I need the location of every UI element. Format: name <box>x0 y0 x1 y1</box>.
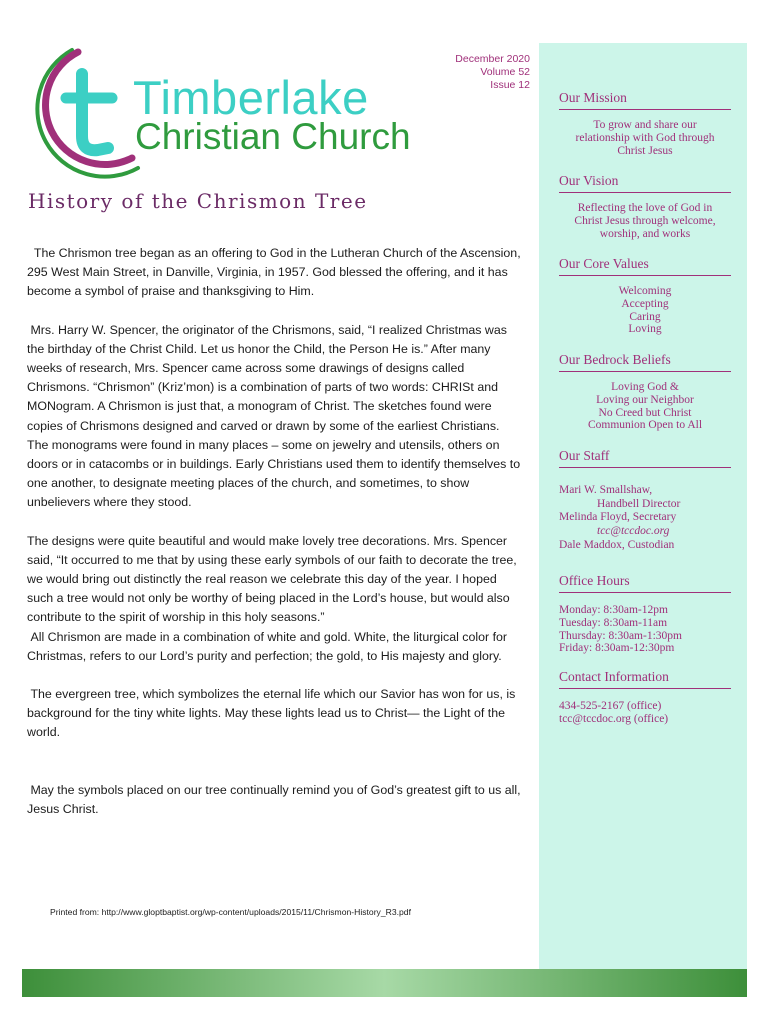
contact-info <box>559 700 739 726</box>
staff-name: Melinda Floyd, Secretary <box>559 511 677 523</box>
hours-item: Friday: 8:30am-12:30pm <box>559 642 675 655</box>
article-paragraph: The evergreen tree, which symbolizes the eternal life which our Savior has won for us, is background for the tiny white lights. May these lights lead us to Christ— the Light of the world. <box>27 687 519 740</box>
value-item: Loving <box>628 323 662 336</box>
mission-heading: Our Mission <box>559 90 731 110</box>
value-item: Welcoming <box>618 285 672 297</box>
issue-info <box>430 53 530 92</box>
source-footnote: Printed from: http://www.gloptbaptist.org/wp-content/uploads/2015/11/Chrismon-History_R3.pdf <box>50 907 411 917</box>
value-item: Caring <box>629 310 661 323</box>
beliefs-heading: Our Bedrock Beliefs <box>559 352 731 372</box>
contact-email[interactable]: tcc@tccdoc.org (office) <box>559 712 669 725</box>
contact-phone[interactable]: 434-525-2167 (office) <box>559 700 662 712</box>
value-item: Accepting <box>621 297 669 310</box>
hours-heading: Office Hours <box>559 573 731 593</box>
article-paragraph: The designs were quite beautiful and would make lovely tree decorations. Mrs. Spencer said, “It occurred to me that by using these early symbols of our faith to decorate the tree, we would bring out distinctly the real reason we celebrate this day of the year. I hoped such a tree would not only be worthy of being placed in the Lord’s house, but would also contribute to the spirit of worship in this holy seasons.” <box>27 533 521 625</box>
article-body <box>27 244 525 819</box>
contact-heading: Contact Information <box>559 669 731 689</box>
hours-item: Tuesday: 8:30am-11am <box>559 616 668 629</box>
hours-item: Thursday: 8:30am-1:30pm <box>559 629 682 642</box>
sidebar <box>539 43 747 969</box>
belief-item: Communion Open to All <box>587 419 703 432</box>
issue-volume: Volume 52 <box>480 66 530 78</box>
mission-line: Christ Jesus <box>617 144 673 157</box>
footer-bar <box>22 969 747 997</box>
vision-line: Reflecting the love of God in <box>577 202 713 214</box>
issue-date: December 2020 <box>455 53 530 65</box>
values-heading: Our Core Values <box>559 256 731 276</box>
belief-item: Loving our Neighbor <box>596 393 694 406</box>
belief-item: No Creed but Christ <box>598 406 692 419</box>
mission-line: To grow and share our <box>593 119 697 131</box>
values-list <box>555 285 735 336</box>
staff-heading: Our Staff <box>559 448 731 468</box>
vision-line: Christ Jesus through welcome, <box>574 214 716 227</box>
mission-line: relationship with God through <box>575 131 715 144</box>
belief-item: Loving God & <box>611 381 679 393</box>
church-name: Timberlake <box>133 71 369 124</box>
article-paragraph: The Chrismon tree began as an offering to God in the Lutheran Church of the Ascension, 295 West Main Street, in Danville, Virginia, in 1957. God blessed the offering, and it has become a symbol of praise and thanksgiving to Him. <box>27 246 525 299</box>
issue-number: Issue 12 <box>490 79 530 91</box>
vision-heading: Our Vision <box>559 173 731 193</box>
staff-name: Mari W. Smallshaw, <box>559 484 653 496</box>
staff-email[interactable]: tcc@tccdoc.org <box>597 524 670 537</box>
mission-text <box>555 119 735 157</box>
church-subname: Christian Church <box>135 116 411 157</box>
staff-role: Handbell Director <box>597 497 681 510</box>
article-paragraph: May the symbols placed on our tree continually remind you of God’s greatest gift to us all, Jesus Christ. <box>27 782 525 816</box>
staff-list <box>559 484 739 553</box>
beliefs-list <box>555 381 735 432</box>
article-title: History of the Chrismon Tree <box>28 189 368 213</box>
staff-name: Dale Maddox, Custodian <box>559 539 675 551</box>
vision-line: worship, and works <box>599 227 691 240</box>
article-paragraph: All Chrismon are made in a combination of white and gold. White, the liturgical color for Christmas, refers to our Lord’s purity and perfection; the gold, to His majesty and glory. <box>27 629 511 663</box>
vision-text <box>555 202 735 240</box>
hours-list <box>559 604 739 655</box>
hours-item: Monday: 8:30am-12pm <box>559 604 668 616</box>
article-paragraph: Mrs. Harry W. Spencer, the originator of the Chrismons, said, “I realized Christmas was the birthday of the Christ Child. Let us honor the Child, the Person He is.” After many weeks of research, Mrs. Spencer came across some drawings of designs called Chrismons. “Chrismon” (Kriz’mon) is a combination of parts of two words: CHRISt and MONogram. A Chrismon is just that, a monogram of Christ. The sketches found were copies of Chrismons designed and carved or drawn by some of the earliest Christians. The monograms were found in many places – some on jewelry and utensils, others on doors or in catacombs or in buildings. Early Christians used them to identify themselves to one another, to designate meeting places of the church, and sometimes, to show unbelievers where they stood. <box>27 322 524 510</box>
